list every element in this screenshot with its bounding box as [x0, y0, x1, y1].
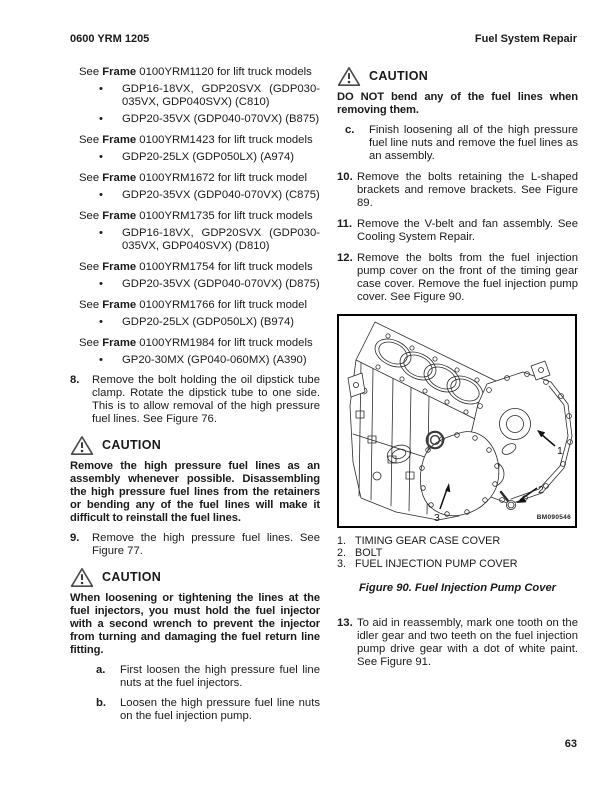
model-designation: GDP16-18VX, GDP20SVX (GDP030-035VX, GDP040SVX) (C810)	[122, 83, 320, 108]
frame-ref-detail: 0100YRM1423 for lift truck models	[136, 134, 313, 146]
frame-ref-prefix: See	[79, 134, 103, 146]
procedure-substep-b	[96, 697, 320, 723]
figure-caption: Figure 90. Fuel Injection Pump Cover	[358, 581, 557, 594]
legend-number: 3.	[337, 558, 347, 570]
step-text: Remove the V-belt and fan assembly. See Cooling System Repair.	[357, 218, 578, 243]
procedure-step-8	[70, 374, 320, 426]
caution-header	[337, 66, 578, 87]
procedure-step-10	[337, 171, 578, 210]
step-number: 8.	[70, 374, 80, 386]
callout-1: 1	[557, 445, 563, 457]
frame-reference	[79, 66, 320, 79]
warning-triangle-icon	[337, 66, 361, 87]
bullet-icon: •	[99, 278, 103, 290]
model-designation: GDP20-25LX (GDP050LX) (A974)	[122, 151, 295, 163]
substep-letter: b.	[96, 697, 107, 709]
step-number: 11.	[337, 218, 353, 230]
model-list-item	[99, 316, 320, 329]
step-text: Remove the bolts retaining the L-shaped brackets and remove brackets. See Figure 89.	[357, 171, 578, 209]
frame-ref-detail: 0100YRM1120 for lift truck models	[136, 66, 312, 78]
model-list-item	[99, 83, 320, 109]
model-designation: GDP20-35VX (GDP040-070VX) (B875)	[122, 113, 320, 125]
frame-ref-detail: 0100YRM1672 for lift truck model	[136, 172, 307, 184]
bullet-icon: •	[99, 354, 103, 366]
frame-ref-detail: 0100YRM1735 for lift truck models	[136, 210, 313, 222]
frame-reference	[79, 134, 320, 147]
legend-label: TIMING GEAR CASE COVER	[355, 535, 501, 547]
model-list-item	[99, 189, 320, 202]
procedure-step-9	[70, 532, 320, 558]
model-list-item	[99, 113, 320, 126]
figure-90-box	[337, 314, 577, 528]
caution-title: CAUTION	[102, 438, 162, 452]
substep-text: Loosen the high pressure fuel line nuts on the fuel injection pump.	[120, 697, 320, 722]
frame-ref-prefix: See	[79, 299, 103, 311]
model-designation: GDP20-35VX (GDP040-070VX) (C875)	[122, 189, 320, 201]
frame-ref-keyword: Frame	[102, 134, 137, 146]
model-list-item	[99, 354, 320, 367]
figure-legend	[337, 536, 578, 571]
model-designation: GDP20-35VX (GDP040-070VX) (D875)	[122, 278, 320, 290]
warning-triangle-icon	[70, 567, 94, 588]
frame-ref-keyword: Frame	[102, 337, 137, 349]
frame-ref-keyword: Frame	[102, 172, 137, 184]
bullet-icon: •	[99, 316, 103, 328]
frame-ref-keyword: Frame	[102, 261, 137, 273]
procedure-substep-a	[96, 664, 320, 690]
caution-text: DO NOT bend any of the fuel lines when removing them.	[337, 91, 578, 116]
caution-header	[70, 435, 320, 456]
substep-letter: a.	[96, 664, 106, 676]
model-designation: GDP16-18VX, GDP20SVX (GDP030-035VX, GDP040SVX) (D810)	[122, 227, 320, 252]
frame-ref-keyword: Frame	[102, 210, 137, 222]
caution-text: When loosening or tightening the lines at the fuel injectors, you must hold the fuel injector with a second wrench to prevent the injector from turning and damaging the fuel return line fitting.	[70, 592, 320, 656]
warning-triangle-icon	[70, 435, 94, 456]
caution-title: CAUTION	[369, 69, 429, 83]
caution-block	[337, 66, 578, 117]
step-number: 12.	[337, 252, 353, 264]
legend-item	[337, 536, 578, 548]
frame-reference	[79, 261, 320, 274]
procedure-step-12	[337, 252, 578, 304]
caution-header	[70, 567, 320, 588]
caution-title: CAUTION	[102, 570, 162, 584]
frame-ref-keyword: Frame	[102, 66, 137, 78]
step-number: 10.	[337, 171, 353, 183]
substep-letter: c.	[345, 124, 355, 136]
procedure-step-13	[337, 617, 578, 669]
frame-ref-detail: 0100YRM1754 for lift truck models	[136, 261, 313, 273]
header-doc-number: 0600 YRM 1205	[70, 33, 150, 45]
callout-2: 2	[538, 484, 544, 496]
bullet-icon: •	[99, 83, 103, 95]
frame-ref-keyword: Frame	[102, 299, 137, 311]
legend-label: FUEL INJECTION PUMP COVER	[355, 558, 518, 570]
engine-line-art	[339, 316, 575, 526]
frame-reference	[79, 337, 320, 350]
substep-text: Finish loosening all of the high pressure fuel line nuts and remove the fuel lines as an assembly.	[369, 124, 578, 162]
frame-ref-detail: 0100YRM1766 for lift truck model	[136, 299, 307, 311]
model-list-item	[99, 227, 320, 253]
model-list-item	[99, 278, 320, 291]
bullet-icon: •	[99, 189, 103, 201]
step-number: 9.	[70, 532, 80, 544]
callout-3: 3	[434, 512, 440, 524]
caution-text: Remove the high pressure fuel lines as an assembly whenever possible. Disassembling the high pressure fuel lines from the retainers or bending any of the fuel lines will make it difficult to reinstall the fuel lines.	[70, 460, 320, 524]
frame-reference	[79, 210, 320, 223]
step-text: Remove the bolt holding the oil dipstick tube clamp. Rotate the dipstick tube to one side. This is to allow removal of the high pressure fuel lines. See Figure 76.	[92, 374, 320, 425]
figure-watermark: BM090546	[536, 514, 571, 521]
procedure-substep-c	[345, 124, 578, 163]
frame-ref-prefix: See	[79, 261, 103, 273]
caution-block	[70, 435, 320, 525]
step-text: Remove the high pressure fuel lines. See Figure 77.	[92, 532, 320, 557]
frame-reference	[79, 172, 320, 185]
legend-number: 2.	[337, 546, 347, 559]
bullet-icon: •	[99, 113, 103, 125]
caution-block	[70, 567, 320, 657]
frame-ref-detail: 0100YRM1984 for lift truck models	[136, 337, 313, 349]
frame-ref-prefix: See	[79, 210, 103, 222]
step-number: 13.	[337, 616, 353, 629]
model-list-item	[99, 151, 320, 164]
frame-ref-prefix: See	[79, 337, 103, 349]
left-column	[70, 64, 320, 723]
model-designation: GP20-30MX (GP040-060MX) (A390)	[122, 354, 307, 366]
bullet-icon: •	[99, 227, 103, 239]
model-designation: GDP20-25LX (GDP050LX) (B974)	[122, 316, 295, 328]
right-column	[337, 64, 578, 669]
page-number: 63	[564, 738, 577, 750]
step-text: Remove the bolts from the fuel injection pump cover on the front of the timing gear case cover. Remove the fuel injection pump cover. See Figure 90.	[357, 252, 578, 303]
legend-label: BOLT	[355, 546, 383, 559]
bullet-icon: •	[99, 151, 103, 163]
legend-item	[337, 559, 578, 571]
procedure-step-11	[337, 218, 578, 244]
frame-ref-prefix: See	[79, 172, 103, 184]
substep-text: First loosen the high pressure fuel line nuts at the fuel injectors.	[120, 664, 320, 689]
frame-ref-prefix: See	[79, 66, 103, 78]
frame-reference	[79, 299, 320, 312]
legend-number: 1.	[337, 535, 347, 547]
step-text: To aid in reassembly, mark one tooth on the idler gear and two teeth on the fuel injection pump drive gear with a dot of white paint. See Figure 91.	[357, 616, 578, 668]
header-section-title: Fuel System Repair	[474, 33, 577, 45]
